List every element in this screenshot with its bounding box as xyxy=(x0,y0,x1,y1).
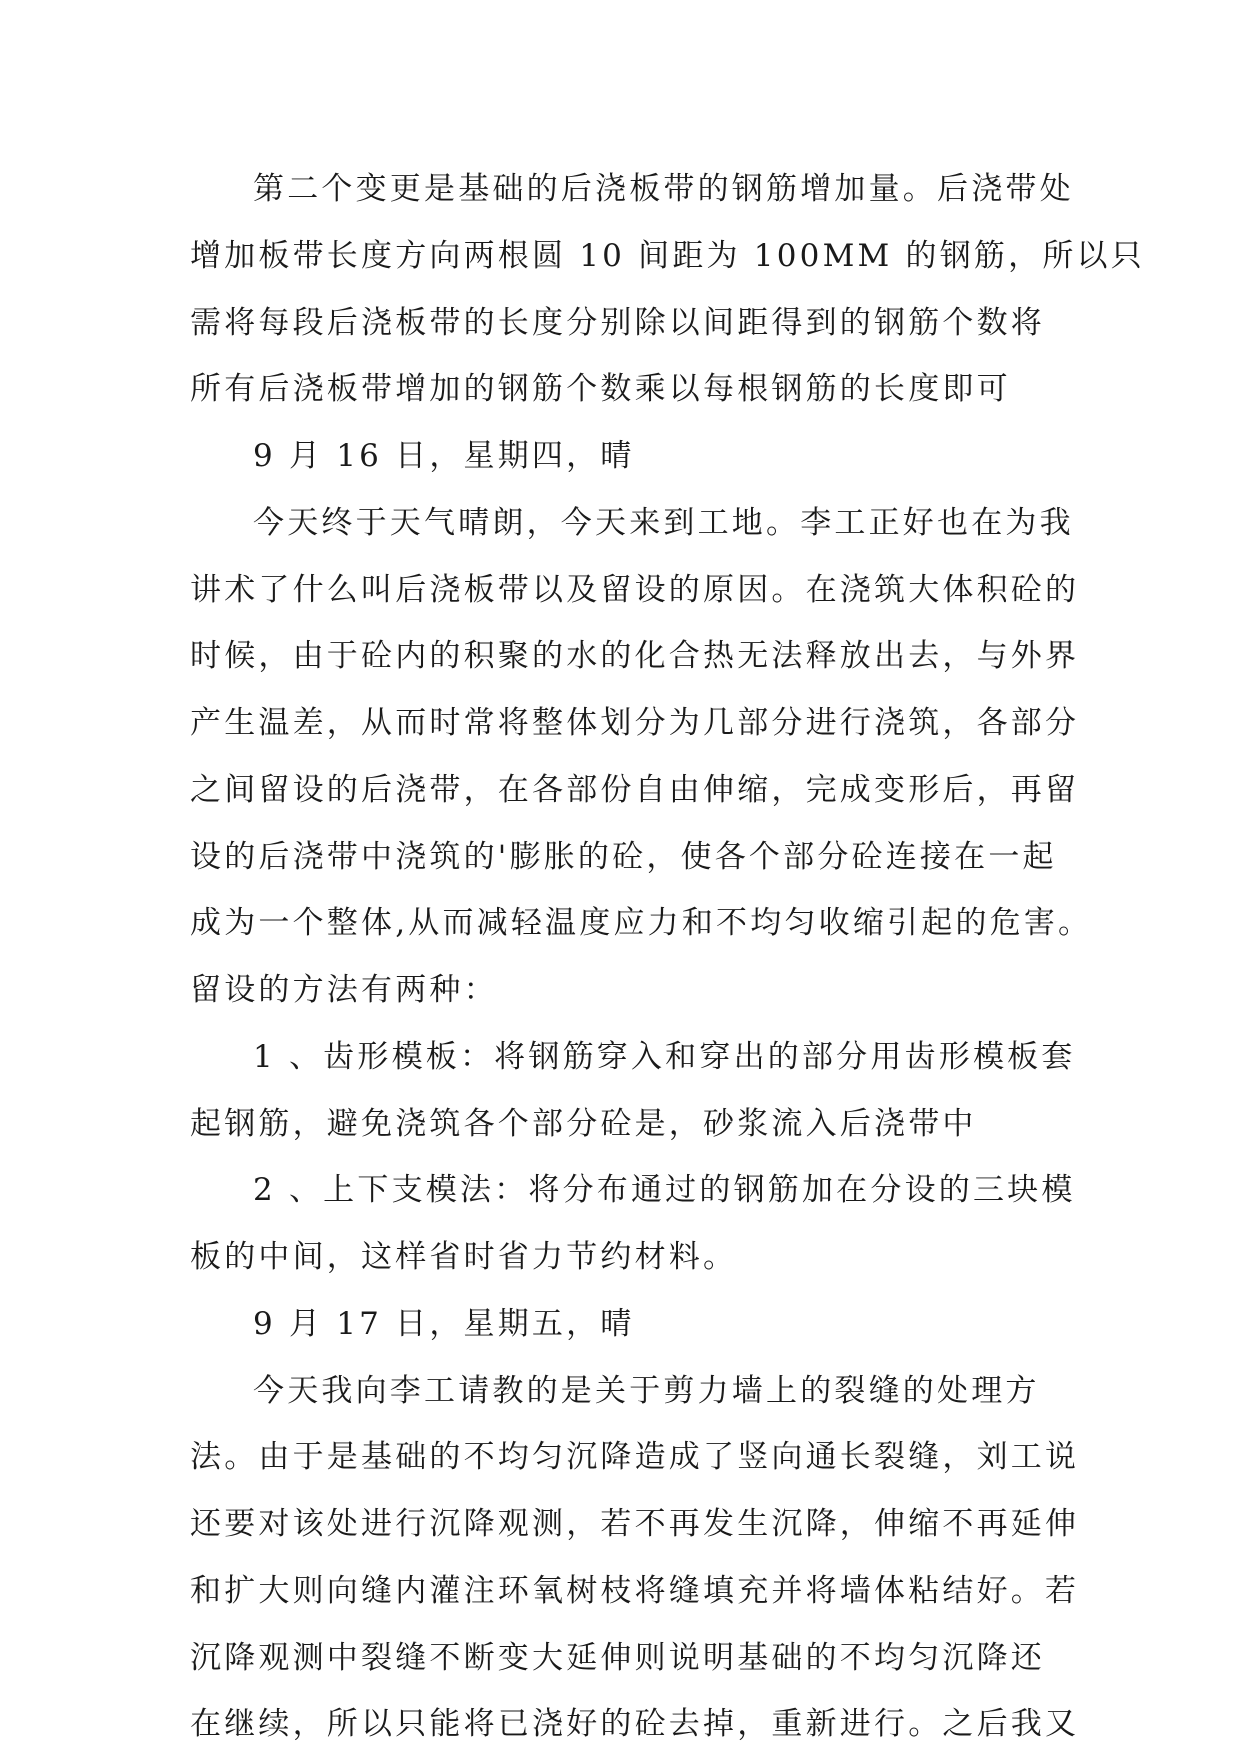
paragraph-line: 时候，由于砼内的积聚的水的化合热无法释放出去，与外界 xyxy=(190,638,1080,675)
document-body xyxy=(190,156,1145,1758)
paragraph-line: 和扩大则向缝内灌注环氧树枝将缝填充并将墙体粘结好。若 xyxy=(190,1572,1080,1609)
paragraph-line: 留设的方法有两种： xyxy=(190,972,498,1008)
paragraph-line: 今天我向李工请教的是关于剪力墙上的裂缝的处理方 xyxy=(253,1372,1040,1409)
list-item: 2 、上下支模法：将分布通过的钢筋加在分设的三块模 xyxy=(253,1172,1076,1209)
paragraph-line: 需将每段后浇板带的长度分别除以间距得到的钢筋个数将 xyxy=(190,304,1045,341)
paragraph-line: 之间留设的后浇带，在各部份自由伸缩，完成变形后，再留 xyxy=(190,771,1080,808)
paragraph-line: 设的后浇带中浇筑的'膨胀的砼，使各个部分砼连接在一起 xyxy=(190,838,1057,875)
paragraph-line: 讲术了什么叫后浇板带以及留设的原因。在浇筑大体积砼的 xyxy=(190,571,1080,608)
paragraph-line: 产生温差，从而时常将整体划分为几部分进行浇筑，各部分 xyxy=(190,705,1080,741)
date-heading: 9 月 17 日，星期五，晴 xyxy=(253,1305,635,1342)
list-item: 1 、齿形模板：将钢筋穿入和穿出的部分用齿形模板套 xyxy=(253,1038,1076,1075)
paragraph-line: 成为一个整体,从而减轻温度应力和不均匀收缩引起的危害。 xyxy=(190,905,1093,942)
list-item-continuation: 板的中间，这样省时省力节约材料。 xyxy=(190,1239,738,1275)
paragraph-line: 所有后浇板带增加的钢筋个数乘以每根钢筋的长度即可 xyxy=(190,371,1011,408)
paragraph-line: 今天终于天气晴朗，今天来到工地。李工正好也在为我 xyxy=(253,504,1074,541)
paragraph-line: 还要对该处进行沉降观测，若不再发生沉降，伸缩不再延伸 xyxy=(190,1506,1080,1542)
paragraph-line: 增加板带长度方向两根圆 10 间距为 100MM 的钢筋，所以只 xyxy=(190,237,1145,274)
list-item-continuation: 起钢筋，避免浇筑各个部分砼是，砂浆流入后浇带中 xyxy=(190,1105,977,1142)
paragraph-line: 法。由于是基础的不均匀沉降造成了竖向通长裂缝，刘工说 xyxy=(190,1439,1080,1476)
paragraph-line: 第二个变更是基础的后浇板带的钢筋增加量。后浇带处 xyxy=(253,171,1074,207)
paragraph-line: 在继续，所以只能将已浇好的砼去掉，重新进行。之后我又 xyxy=(190,1706,1080,1743)
paragraph-line: 沉降观测中裂缝不断变大延伸则说明基础的不均匀沉降还 xyxy=(190,1639,1045,1676)
date-heading: 9 月 16 日，星期四，晴 xyxy=(253,438,635,474)
